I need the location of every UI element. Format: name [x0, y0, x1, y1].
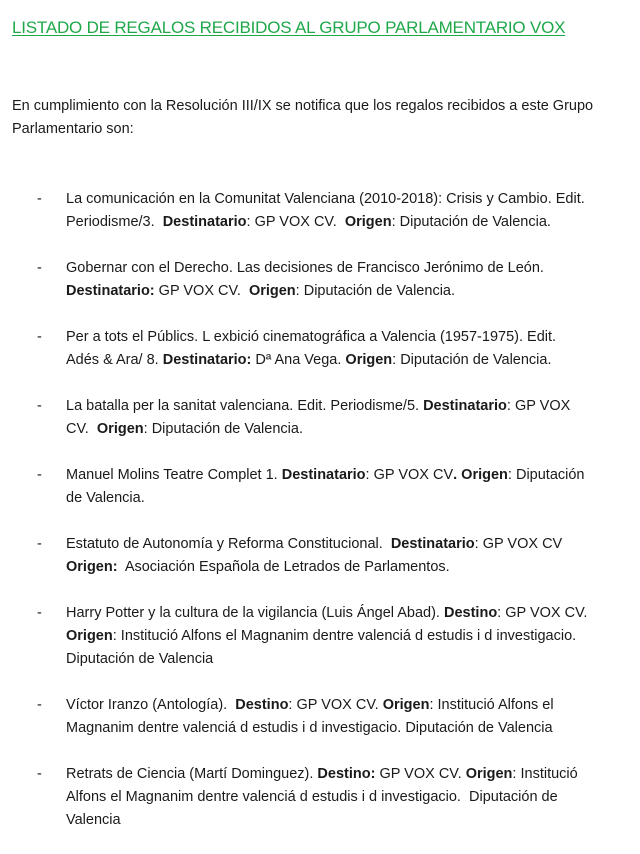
gift-description-line	[66, 694, 640, 717]
gift-description-line	[66, 763, 640, 786]
gift-description-line	[66, 533, 640, 556]
field-text: : GP VOX CV	[365, 467, 454, 483]
field-text: Asociación Española de Letrados de Parlamentos.	[117, 559, 450, 575]
gift-description-line	[66, 602, 640, 625]
field-text: : Diputación de Valencia.	[295, 283, 456, 299]
field-label: Origen	[382, 697, 430, 713]
field-text: : GP VOX	[506, 398, 571, 414]
bullet-marker: -	[37, 536, 42, 552]
field-label: Destinatario	[154, 214, 247, 230]
gift-description	[66, 533, 640, 579]
field-text: Gobernar con el Derecho. Las decisiones de Francisco Jerónimo de León.	[66, 260, 544, 276]
gift-list-item	[0, 395, 640, 441]
gift-description-line	[66, 418, 640, 441]
gift-description	[66, 464, 640, 510]
field-text: : Diputación	[507, 467, 585, 483]
bullet-marker: -	[37, 260, 42, 276]
gift-description-line	[66, 395, 640, 418]
gift-description-line	[66, 326, 640, 349]
field-label: Destinatario	[281, 467, 366, 483]
field-label: Destino	[235, 697, 289, 713]
gift-description-line	[66, 188, 640, 211]
field-text: : Institució Alfons el Magnanim dentre valenciá d estudis i d investigacio.	[112, 628, 577, 644]
field-label: Destino:	[317, 766, 376, 782]
gift-list-item	[0, 602, 640, 671]
gift-description-line	[66, 625, 640, 648]
field-text: Valencia	[66, 812, 121, 828]
field-label: Origen	[66, 628, 113, 644]
field-text: Diputación de Valencia	[66, 651, 214, 667]
field-text: : GP VOX CV.	[497, 605, 588, 621]
gift-description	[66, 257, 640, 303]
field-text: : Institució Alfons el	[429, 697, 554, 713]
bullet-marker: -	[37, 329, 42, 345]
field-text: de Valencia.	[66, 490, 145, 506]
field-text: : Institució	[512, 766, 578, 782]
gift-list-item	[0, 188, 640, 234]
gift-list-item	[0, 533, 640, 579]
bullet-marker: -	[37, 766, 42, 782]
gift-description-line	[66, 809, 640, 832]
field-text: : Diputación de Valencia.	[392, 352, 552, 368]
field-text: Adés & Ara/ 8.	[66, 352, 163, 368]
gift-description-line	[66, 717, 640, 740]
gift-description	[66, 694, 640, 740]
field-label: Origen	[345, 352, 393, 368]
field-text: La batalla per la sanitat valenciana. Edit. Periodisme/5.	[66, 398, 424, 414]
bullet-marker: -	[37, 697, 42, 713]
bullet-marker: -	[37, 605, 42, 621]
gift-description-line	[66, 257, 640, 280]
field-text: Manuel Molins Teatre Complet 1.	[66, 467, 282, 483]
field-label: Destinatario	[423, 398, 507, 414]
field-text: GP VOX CV.	[154, 283, 249, 299]
field-text: Per a tots el Públics. L exbició cinematográfica a Valencia (1957-1975). Edit.	[66, 329, 557, 345]
field-text: La comunicación en la Comunitat Valenciana (2010-2018): Crisis y Cambio. Edit.	[66, 191, 585, 207]
field-label: Origen	[465, 766, 513, 782]
gift-description	[66, 763, 640, 832]
bullet-marker: -	[37, 398, 42, 414]
field-text: Periodisme/3.	[66, 214, 155, 230]
field-text: Magnanim dentre valenciá d estudis i d investigacio. Diputación de Valencia	[66, 720, 553, 736]
field-label: . Origen	[453, 467, 508, 483]
bullet-marker: -	[37, 191, 42, 207]
field-label: Origen	[96, 421, 144, 437]
intro-paragraph: En cumplimiento con la Resolución III/IX se notifica que los regalos recibidos a este Grupo Parlamentario son:	[12, 98, 594, 137]
field-text: GP VOX CV.	[375, 766, 466, 782]
gift-description	[66, 188, 640, 234]
field-text: Dª Ana Vega.	[251, 352, 346, 368]
gift-list-item	[0, 326, 640, 372]
field-label: Destinatario:	[162, 352, 252, 368]
field-text: Estatuto de Autonomía y Reforma Constitucional.	[66, 536, 391, 552]
gift-list-item	[0, 763, 640, 832]
field-text: Retrats de Ciencia (Martí Dominguez).	[66, 766, 318, 782]
gift-description-line	[66, 556, 640, 579]
gift-description-line	[66, 464, 640, 487]
field-label: Destinatario	[390, 536, 475, 552]
field-label: Origen:	[66, 559, 118, 575]
gift-list	[0, 188, 640, 854]
field-label: Destinatario:	[66, 283, 155, 299]
gift-list-item	[0, 464, 640, 510]
field-text: : Diputación de Valencia.	[391, 214, 551, 230]
field-label: Origen	[248, 283, 296, 299]
gift-description-line	[66, 349, 640, 372]
field-text: CV.	[66, 421, 97, 437]
gift-description-line	[66, 211, 640, 234]
document-title: LISTADO DE REGALOS RECIBIDOS AL GRUPO PARLAMENTARIO VOX	[12, 18, 566, 37]
field-text: : Diputación de Valencia.	[143, 421, 303, 437]
gift-description-line	[66, 280, 640, 303]
gift-description-line	[66, 487, 640, 510]
field-text: : GP VOX CV	[474, 536, 563, 552]
field-text: : GP VOX CV.	[246, 214, 345, 230]
gift-list-item	[0, 257, 640, 303]
gift-description-line	[66, 648, 640, 671]
field-text: Víctor Iranzo (Antología).	[66, 697, 236, 713]
gift-description-line	[66, 786, 640, 809]
gift-list-item	[0, 694, 640, 740]
gift-description	[66, 326, 640, 372]
field-label: Destino	[444, 605, 498, 621]
field-text: Harry Potter y la cultura de la vigilancia (Luis Ángel Abad).	[66, 605, 444, 621]
field-text: : GP VOX CV.	[288, 697, 383, 713]
field-text: Alfons el Magnanim dentre valenciá d estudis i d investigacio. Diputación de	[66, 789, 558, 805]
gift-description	[66, 395, 640, 441]
bullet-marker: -	[37, 467, 42, 483]
gift-description	[66, 602, 640, 671]
field-label: Origen	[344, 214, 392, 230]
